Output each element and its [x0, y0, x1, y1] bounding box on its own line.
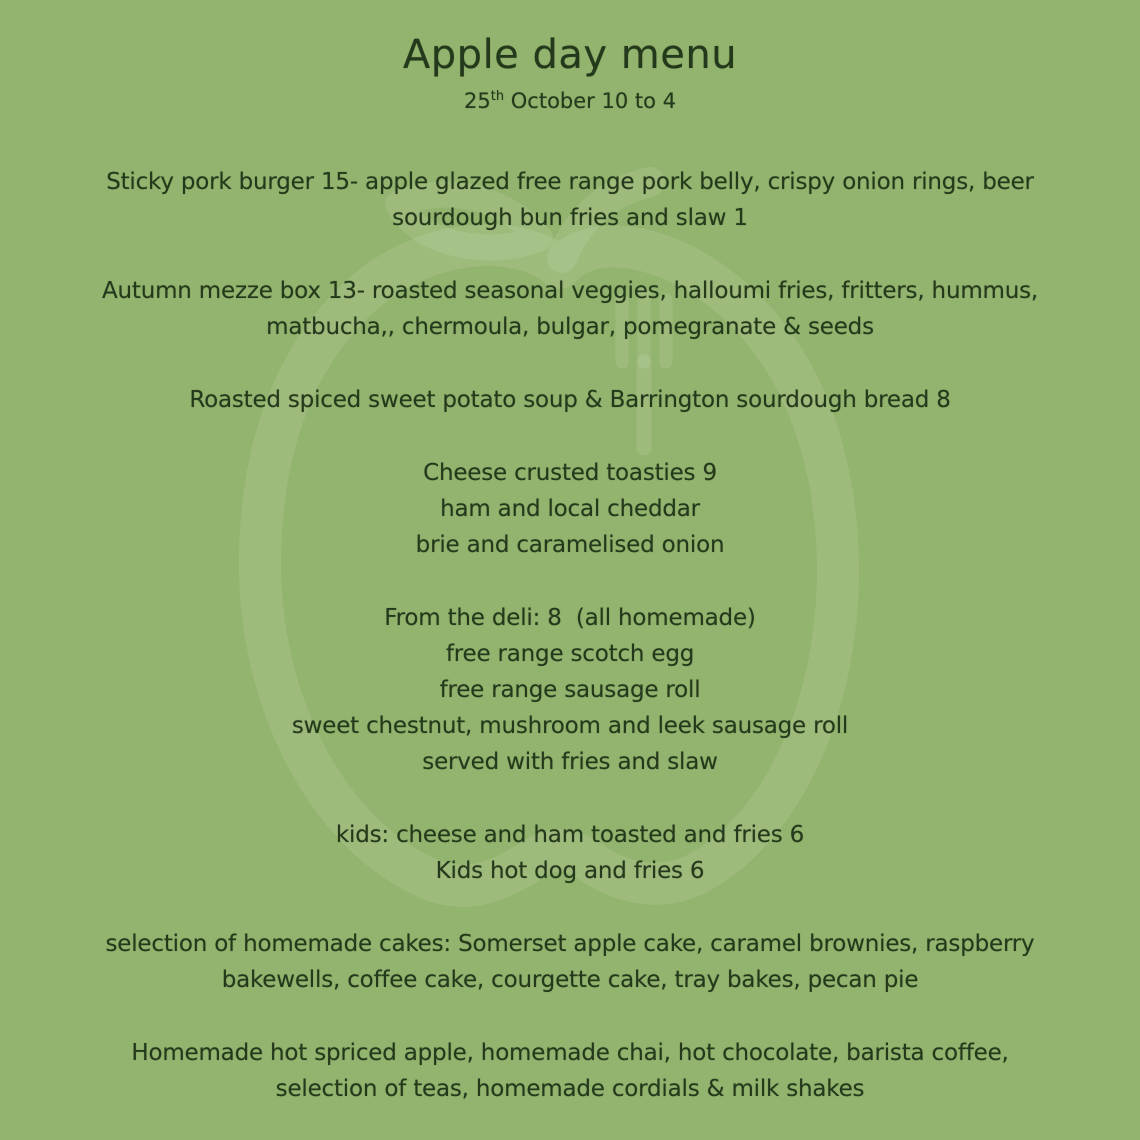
menu-sections — [0, 164, 1140, 1107]
menu-line: selection of homemade cakes: Somerset apple cake, caramel brownies, raspberry — [105, 931, 1035, 957]
menu-line: free range scotch egg — [445, 641, 695, 667]
menu-section-from-the-deli — [0, 600, 1140, 780]
event-date-ordinal: th — [490, 89, 505, 104]
menu-line: kids: cheese and ham toasted and fries 6 — [335, 822, 805, 848]
menu-line: bakewells, coffee cake, courgette cake, tray bakes, pecan pie — [221, 967, 919, 993]
event-date-day: 25 — [464, 89, 491, 113]
event-date — [0, 84, 1140, 114]
menu-line: sourdough bun fries and slaw 1 — [392, 205, 748, 231]
menu-line: sweet chestnut, mushroom and leek sausage roll — [291, 713, 849, 739]
menu-line: selection of teas, homemade cordials & milk shakes — [275, 1076, 865, 1102]
menu-line: From the deli: 8 (all homemade) — [384, 605, 756, 631]
menu-line: brie and caramelised onion — [415, 532, 725, 558]
page-title: Apple day menu — [402, 32, 738, 78]
menu-line: free range sausage roll — [439, 677, 701, 703]
menu-section-sticky-pork-burger — [0, 164, 1140, 236]
event-date-rest: October 10 to 4 — [504, 89, 676, 113]
menu-line: served with fries and slaw — [422, 749, 718, 775]
menu-line: Roasted spiced sweet potato soup & Barrington sourdough bread 8 — [189, 387, 951, 413]
menu-line: Autumn mezze box 13- roasted seasonal veggies, halloumi fries, fritters, hummus, — [102, 278, 1038, 304]
menu-line: Sticky pork burger 15- apple glazed free range pork belly, crispy onion rings, beer — [106, 169, 1034, 195]
menu-section-soup — [0, 382, 1140, 418]
menu-section-cakes — [0, 926, 1140, 998]
menu-line: ham and local cheddar — [440, 496, 700, 522]
menu-section-autumn-mezze-box — [0, 273, 1140, 345]
menu-section-drinks — [0, 1035, 1140, 1107]
menu-line: Kids hot dog and fries 6 — [435, 858, 705, 884]
menu-line: matbucha,, chermoula, bulgar, pomegranate & seeds — [266, 314, 874, 340]
menu-line: Cheese crusted toasties 9 — [423, 460, 717, 486]
menu-line: Homemade hot spriced apple, homemade chai, hot chocolate, barista coffee, — [131, 1040, 1009, 1066]
menu-section-cheese-crusted-toasties — [0, 455, 1140, 563]
menu-section-kids — [0, 817, 1140, 889]
